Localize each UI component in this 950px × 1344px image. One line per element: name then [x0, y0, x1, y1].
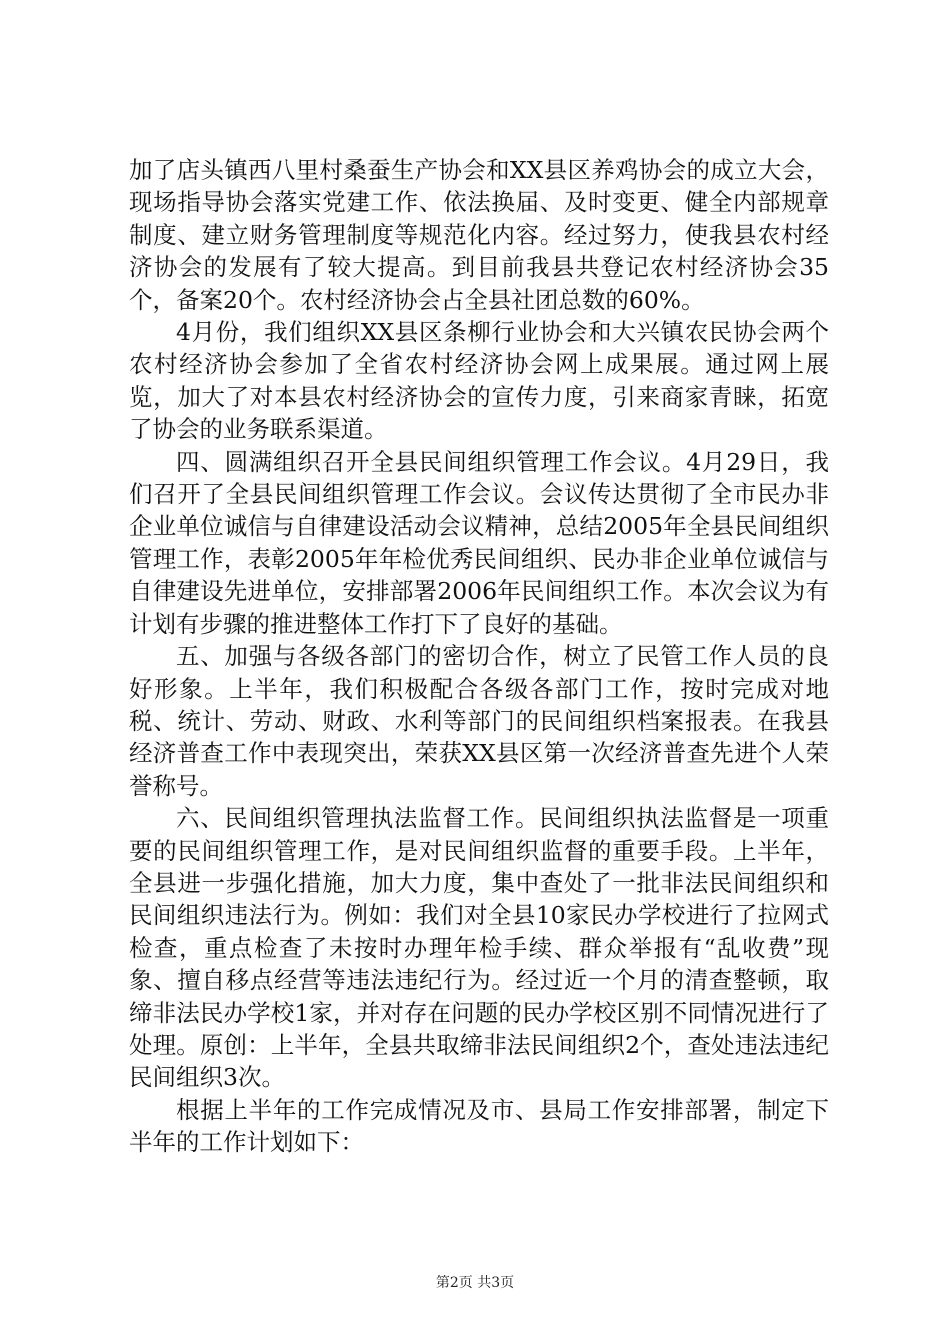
paragraph-management-meeting: 四、圆满组织召开全县民间组织管理工作会议。4月29日，我们召开了全县民间组织管理工作会议。会议传达贯彻了全市民办非企业单位诚信与自律建设活动会议精神，总结2005年全县民间组织管理工作，表彰2005年年检优秀民间组织、民办非企业单位诚信与自律建设先进单位，安排部署2006年民间组织工作。本次会议为有计划有步骤的推进整体工作打下了良好的基础。	[129, 447, 829, 638]
paragraph-law-enforcement: 六、民间组织管理执法监督工作。民间组织执法监督是一项重要的民间组织管理工作，是对民间组织监督的重要手段。上半年，全县进一步强化措施，加大力度，集中查处了一批非法民间组织和民间组织违法行为。例如：我们对全县10家民办学校进行了拉网式检查，重点检查了未按时办理年检手续、群众举报有“乱收费”现象、擅自移点经营等违法违纪行为。经过近一个月的清查整顿，取缔非法民办学校1家，并对存在问题的民办学校区别不同情况进行了处理。原创：上半年，全县共取缔非法民间组织2个，查处违法违纪民间组织3次。	[129, 804, 829, 1092]
page-number-footer: 第2页 共3页	[435, 1275, 515, 1291]
document-body	[129, 154, 829, 1159]
paragraph-department-cooperation: 五、加强与各级各部门的密切合作，树立了民管工作人员的良好形象。上半年，我们积极配合各级各部门工作，按时完成对地税、统计、劳动、财政、水利等部门的民间组织档案报表。在我县经济普查工作中表现突出，荣获XX县区第一次经济普查先进个人荣誉称号。	[129, 642, 829, 800]
paragraph-association-founding: 加了店头镇西八里村桑蚕生产协会和XX县区养鸡协会的成立大会，现场指导协会落实党建工作、依法换届、及时变更、健全内部规章制度、建立财务管理制度等规范化内容。经过努力，使我县农村经济协会的发展有了较大提高。到目前我县共登记农村经济协会35个，备案20个。农村经济协会占全县社团总数的60%。	[129, 156, 829, 314]
paragraph-online-exhibition: 4月份，我们组织XX县区条柳行业协会和大兴镇农民协会两个农村经济协会参加了全省农村经济协会网上成果展。通过网上展览，加大了对本县农村经济协会的宣传力度，引来商家青睐，拓宽了协会的业务联系渠道。	[129, 318, 829, 444]
paragraph-second-half-plan: 根据上半年的工作完成情况及市、县局工作安排部署，制定下半年的工作计划如下：	[129, 1095, 829, 1157]
